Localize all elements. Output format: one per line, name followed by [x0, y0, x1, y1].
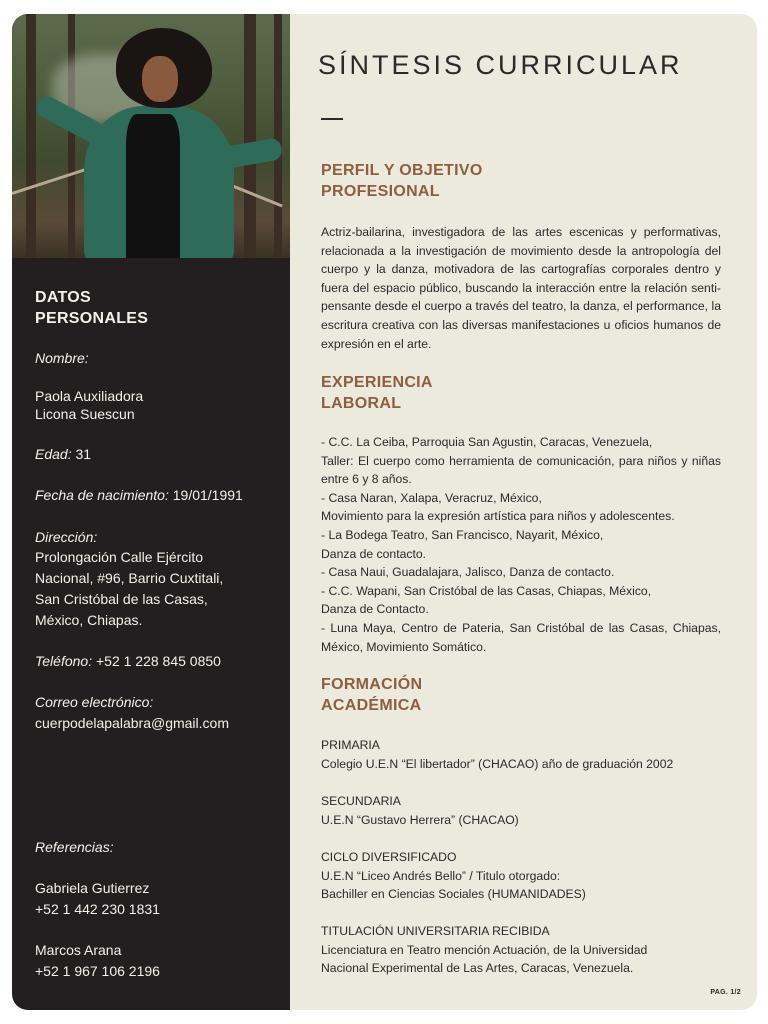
experiencia-heading-1: EXPERIENCIA	[321, 374, 433, 391]
direccion-line-4: México, Chiapas.	[35, 612, 143, 628]
nombre-value-2: Licona Suescun	[35, 406, 135, 422]
ciclo-text-1: U.E.N “Liceo Andrés Bello” / Titulo otorgado:	[321, 869, 561, 883]
experiencia-item: - C.C. La Ceiba, Parroquia San Agustin, Caracas, Venezuela,	[321, 435, 653, 449]
ref2-name: Marcos Arana	[35, 942, 122, 958]
direccion-label: Dirección:	[35, 529, 98, 545]
edad-row	[35, 444, 91, 464]
experiencia-heading-2: LABORAL	[321, 395, 402, 412]
telefono-label: Teléfono:	[35, 653, 93, 669]
edad-value: 31	[71, 446, 92, 462]
formacion-heading-1: FORMACIÓN	[321, 676, 423, 693]
experiencia-item: - C.C. Wapani, San Cristóbal de las Casas, Chiapas, México,	[321, 583, 652, 598]
experiencia-item: - La Bodega Teatro, San Francisco, Nayarit, México,	[321, 528, 604, 542]
direccion-line-2: Nacional, #96, Barrio Cuxtitali,	[35, 570, 224, 586]
experiencia-item: - Luna Maya, Centro de Pateria, San Cristóbal de las Casas, Chiapas, México, Movimiento Somático.	[321, 621, 721, 654]
page-title: SÍNTESIS CURRICULAR	[318, 50, 683, 80]
experiencia-item: - Casa Naran, Xalapa, Veracruz, México,	[321, 490, 542, 505]
nombre-label: Nombre:	[35, 350, 89, 366]
referencias-label: Referencias:	[35, 839, 114, 855]
direccion-line-3: San Cristóbal de las Casas,	[35, 591, 208, 607]
title-divider	[321, 118, 343, 120]
datos-heading-2: PERSONALES	[35, 310, 149, 327]
primaria-label: PRIMARIA	[321, 738, 380, 752]
correo-label: Correo electrónico:	[35, 694, 154, 710]
perfil-heading-1: PERFIL Y OBJETIVO	[321, 162, 483, 179]
ciclo-text-2: Bachiller en Ciencias Sociales (HUMANIDADES)	[321, 887, 586, 901]
secundaria-label: SECUNDARIA	[321, 794, 401, 808]
profile-photo	[12, 14, 290, 258]
nombre-value-1: Paola Auxiliadora	[35, 388, 144, 404]
right-column	[290, 14, 757, 1010]
ref1-phone: +52 1 442 230 1831	[35, 901, 160, 917]
ref2-phone: +52 1 967 106 2196	[35, 963, 160, 979]
experiencia-item: Taller: El cuerpo como herramienta de comunicación, para niños y niñas entre 6 y 8 años.	[321, 453, 721, 487]
perfil-heading-2: PROFESIONAL	[321, 183, 440, 200]
experiencia-item: Movimiento para la expresión artística para niños y adolescentes.	[321, 509, 675, 524]
left-column	[12, 14, 290, 1010]
formacion-heading-2: ACADÉMICA	[321, 697, 422, 714]
telefono-row	[35, 651, 221, 671]
datos-heading-1: DATOS	[35, 289, 92, 306]
telefono-value: +52 1 228 845 0850	[92, 653, 221, 669]
experiencia-item: - Casa Naui, Guadalajara, Jalisco, Danza de contacto.	[321, 565, 615, 580]
fecha-label: Fecha de nacimiento:	[35, 487, 169, 503]
correo-value[interactable]: cuerpodelapalabra@gmail.com	[35, 715, 229, 731]
ciclo-label: CICLO DIVERSIFICADO	[321, 850, 457, 864]
cv-page	[12, 14, 757, 1010]
experiencia-item: Danza de contacto.	[321, 546, 427, 561]
edad-label: Edad:	[35, 446, 72, 462]
titulacion-label: TITULACIÓN UNIVERSITARIA RECIBIDA	[321, 924, 550, 938]
perfil-text: Actriz-bailarina, investigadora de las artes escenicas y performativas, relacionada a la investigación de movimiento desde la antropología del cuerpo y la danza, motivadora de las cartografías corporales dentro y fuera del espacio público, buscando la interacción entre la relación senti-pensante desde el cuerpo a través del teatro, la danza, el performance, la escritura creativa con las diversas manifestaciones u oficios humanos de expresión en el arte.	[321, 225, 721, 351]
experiencia-item: Danza de Contacto.	[321, 602, 429, 617]
fecha-value: 19/01/1991	[168, 487, 243, 503]
direccion-line-1: Prolongación Calle Ejército	[35, 549, 204, 565]
ref1-name: Gabriela Gutierrez	[35, 880, 150, 896]
fecha-row	[35, 485, 243, 505]
primaria-text: Colegio U.E.N “El libertador” (CHACAO) año de graduación 2002	[321, 757, 674, 771]
titulacion-text-1: Licenciatura en Teatro mención Actuación, de la Universidad	[321, 943, 648, 957]
secundaria-text: U.E.N “Gustavo Herrera” (CHACAO)	[321, 813, 519, 827]
page-number: PAG. 1/2	[710, 989, 741, 996]
titulacion-text-2: Nacional Experimental de Las Artes, Caracas, Venezuela.	[321, 961, 634, 975]
